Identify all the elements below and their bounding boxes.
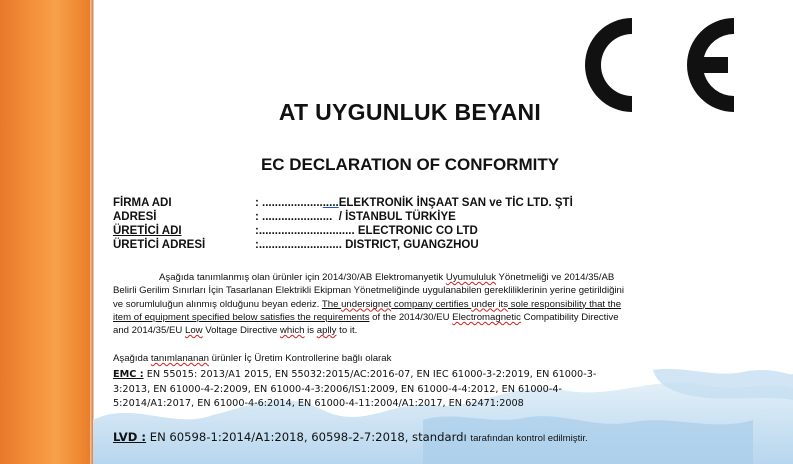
emc-standards: EMC : EN 55015: 2013/A1 2015, EN 55032:2015/AC:2016-07, EN IEC 61000-3-2:2019, EN 61000-3- 3:2013, EN 61000-4-2:2009, EN 61000-4-3:2006/IS1:2009, EN 61000-4-4:2012, EN 61000-4- 5:2014/A1:2017, EN 61000-4-6:2014, EN 61000-4-11:2004/A1:2017, EN 62471:2008	[113, 369, 597, 410]
uretici-value: :.............................. ELECTRONIC CO LTD	[255, 225, 478, 237]
firma-row	[113, 196, 573, 210]
orange-side-band	[0, 0, 94, 464]
declaration-paragraph: Aşağıda tanımlanmış olan ürünler için 2014/30/AB Elektromanyetik Uyumululuk Yönetmeliği ve 2014/35/AB Belirli Gerilim Sınırları İçin Tasarlanan Elektrikli Ekipman Yönetmeliğinde uygulanabilen gerekliliklerinin yerine getirildiğini ve sorumluluğun alınmış olduğunu beyan ederiz. The undersignet company certifies under its sole responsibility that the item of equipment specified below satisfies the requirements of the 2014/30/EU Electromagnetic Compatibility Directive and 2014/35/EU Low Voltage Directive which is aplly to it.	[113, 272, 625, 337]
uretici-adres-value: :.......................... DISTRICT, GUANGZHOU	[255, 239, 479, 251]
uretici-row	[113, 224, 573, 238]
page-title: AT UYGUNLUK BEYANI	[278, 99, 542, 125]
page-subtitle: EC DECLARATION OF CONFORMITY	[260, 155, 560, 174]
lvd-standards: LVD : EN 60598-1:2014/A1:2018, 60598-2-7:2018, standardı tarafından kontrol edilmiştir.	[113, 430, 588, 444]
firma-label: FİRMA ADI	[113, 197, 172, 209]
uretici-adres-label: ÜRETİCİ ADRESİ	[113, 239, 206, 251]
uretici-adres-row	[113, 238, 573, 252]
company-info	[113, 196, 573, 252]
firma-value: : ........................ELEKTRONİK İNŞAAT SAN ve TİC LTD. ŞTİ	[255, 197, 573, 209]
lvd-label: LVD :	[113, 430, 147, 444]
adresi-row	[113, 210, 573, 224]
adresi-value: : ...................... / İSTANBUL TÜRKİYE	[255, 211, 456, 223]
emc-label: EMC :	[113, 369, 144, 380]
standards-intro: Aşağıda tanımlananan ürünler İç Üretim Kontrollerine bağlı olarak	[113, 353, 392, 364]
adresi-label: ADRESİ	[113, 211, 157, 223]
uretici-label: ÜRETİCİ ADI	[113, 225, 182, 237]
